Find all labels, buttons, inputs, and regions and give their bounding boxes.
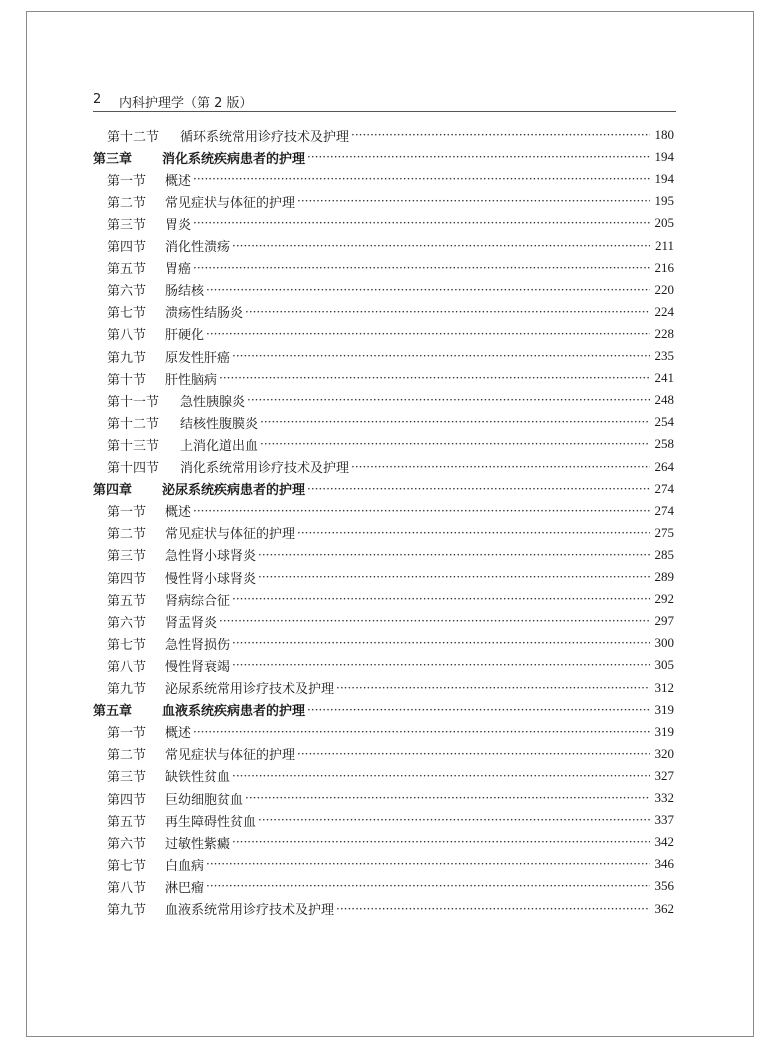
entry-title: 再生障碍性贫血 xyxy=(165,814,257,830)
entry-label: 第五节 xyxy=(107,593,147,609)
header-book-title: 内科护理学（第 2 版） xyxy=(119,96,253,111)
entry-title: 肠结核 xyxy=(165,284,205,300)
entry-page-number: 305 xyxy=(654,657,674,673)
entry-page-number: 332 xyxy=(654,790,674,805)
toc-section-entry xyxy=(107,191,674,211)
entry-label: 第七节 xyxy=(107,858,147,874)
entry-title: 结核性腹膜炎 xyxy=(180,416,259,432)
toc-section-entry xyxy=(107,125,674,145)
entry-title: 常见症状与体征的护理 xyxy=(165,527,296,543)
dot-leader xyxy=(206,283,650,297)
entry-page-number: 320 xyxy=(654,745,674,761)
entry-page-number: 274 xyxy=(654,502,674,518)
entry-title: 缺铁性贫血 xyxy=(165,770,231,786)
toc-section-entry xyxy=(107,633,674,653)
entry-title: 白血病 xyxy=(165,858,205,874)
dot-leader xyxy=(247,393,650,407)
entry-page-number: 285 xyxy=(654,546,674,562)
dot-leader xyxy=(193,172,650,186)
dot-leader xyxy=(336,681,650,695)
entry-title: 常见症状与体征的护理 xyxy=(165,195,296,211)
entry-label: 第十二节 xyxy=(107,416,160,432)
toc-section-entry xyxy=(107,434,674,454)
entry-page-number: 275 xyxy=(654,524,674,540)
toc-section-entry xyxy=(107,589,674,609)
entry-page-number: 224 xyxy=(654,303,674,319)
entry-label: 第十一节 xyxy=(107,394,160,410)
dot-leader xyxy=(307,482,650,496)
entry-label: 第六节 xyxy=(107,615,147,631)
dot-leader xyxy=(193,216,650,230)
entry-page-number: 300 xyxy=(654,635,674,651)
dot-leader xyxy=(193,504,650,518)
dot-leader xyxy=(232,636,650,650)
toc-section-entry xyxy=(107,744,674,764)
entry-page-number: 292 xyxy=(654,591,674,607)
entry-title: 急性胰腺炎 xyxy=(180,394,246,410)
toc-section-entry xyxy=(107,302,674,322)
entry-page-number: 362 xyxy=(654,900,674,916)
dot-leader xyxy=(206,879,650,893)
entry-page-number: 337 xyxy=(654,812,674,828)
dot-leader xyxy=(232,349,650,363)
entry-label: 第六节 xyxy=(107,284,147,300)
toc-section-entry xyxy=(107,324,674,344)
entry-title: 概述 xyxy=(165,505,192,521)
toc-section-entry xyxy=(107,876,674,896)
entry-page-number: 274 xyxy=(654,480,674,496)
entry-page-number: 342 xyxy=(654,834,674,850)
toc-section-entry xyxy=(107,655,674,675)
toc-section-entry xyxy=(107,766,674,786)
entry-title: 慢性肾衰竭 xyxy=(165,659,231,675)
entry-label: 第五节 xyxy=(107,262,147,278)
entry-label: 第四章 xyxy=(93,483,133,499)
entry-title: 肾病综合征 xyxy=(165,593,231,609)
entry-page-number: 216 xyxy=(654,259,674,275)
toc-section-entry xyxy=(107,788,674,808)
entry-page-number: 346 xyxy=(654,856,674,872)
entry-title: 胃癌 xyxy=(165,262,192,278)
dot-leader xyxy=(232,835,650,849)
entry-label: 第八节 xyxy=(107,659,147,675)
entry-title: 消化系统常用诊疗技术及护理 xyxy=(180,461,350,476)
toc-section-entry xyxy=(107,258,674,278)
toc-section-entry xyxy=(107,523,674,543)
dot-leader xyxy=(206,857,650,871)
entry-label: 第八节 xyxy=(107,880,147,896)
entry-title: 胃炎 xyxy=(165,217,192,233)
dot-leader xyxy=(193,725,650,739)
dot-leader xyxy=(232,239,650,253)
entry-title: 原发性肝癌 xyxy=(165,350,231,366)
entry-label: 第三节 xyxy=(107,770,147,786)
dot-leader xyxy=(245,305,650,319)
entry-page-number: 319 xyxy=(654,723,674,739)
dot-leader xyxy=(219,614,650,628)
entry-label: 第七节 xyxy=(107,306,147,322)
entry-label: 第八节 xyxy=(107,328,147,344)
entry-page-number: 248 xyxy=(654,392,674,408)
toc-section-entry xyxy=(107,832,674,852)
entry-title: 概述 xyxy=(165,173,192,189)
toc-section-entry xyxy=(107,390,674,410)
entry-label: 第十三节 xyxy=(107,438,160,454)
entry-label: 第九节 xyxy=(107,350,147,366)
toc-section-entry xyxy=(107,368,674,388)
toc-section-entry xyxy=(107,280,674,300)
entry-page-number: 297 xyxy=(654,613,674,629)
entry-label: 第七节 xyxy=(107,637,147,653)
entry-title: 消化性溃疡 xyxy=(165,240,231,255)
toc-chapter-entry xyxy=(93,147,674,167)
entry-page-number: 194 xyxy=(654,171,674,187)
entry-title: 肝硬化 xyxy=(165,328,205,344)
entry-title: 消化系统疾病患者的护理 xyxy=(162,151,306,167)
toc-section-entry xyxy=(107,722,674,742)
entry-title: 循环系统常用诊疗技术及护理 xyxy=(180,129,350,145)
entry-page-number: 289 xyxy=(654,569,674,584)
entry-label: 第一节 xyxy=(107,505,147,521)
dot-leader xyxy=(297,526,650,540)
dot-leader xyxy=(232,658,650,672)
toc-section-entry xyxy=(107,611,674,631)
entry-page-number: 327 xyxy=(654,767,674,783)
entry-title: 肾盂肾炎 xyxy=(165,615,218,631)
dot-leader xyxy=(260,415,650,429)
entry-title: 血液系统常用诊疗技术及护理 xyxy=(165,903,335,918)
dot-leader xyxy=(297,747,650,761)
entry-page-number: 195 xyxy=(654,193,674,209)
dot-leader xyxy=(245,791,650,805)
toc-section-entry xyxy=(107,412,674,432)
entry-title: 概述 xyxy=(165,726,192,742)
dot-leader xyxy=(351,128,650,142)
entry-title: 泌尿系统疾病患者的护理 xyxy=(162,483,306,499)
toc-section-entry xyxy=(107,169,674,189)
entry-page-number: 258 xyxy=(654,436,674,452)
entry-label: 第三节 xyxy=(107,549,147,565)
toc-chapter-entry xyxy=(93,700,674,720)
dot-leader xyxy=(336,902,650,916)
entry-label: 第九节 xyxy=(107,903,147,918)
entry-page-number: 264 xyxy=(654,458,674,474)
header-page-number: 2 xyxy=(93,92,102,107)
entry-page-number: 205 xyxy=(654,215,674,231)
toc-section-entry xyxy=(107,899,674,919)
running-header xyxy=(93,91,676,112)
entry-label: 第十四节 xyxy=(107,461,160,476)
entry-page-number: 254 xyxy=(654,414,674,430)
toc-chapter-entry xyxy=(93,479,674,499)
entry-label: 第一节 xyxy=(107,726,147,742)
entry-title: 血液系统疾病患者的护理 xyxy=(162,704,306,720)
entry-title: 泌尿系统常用诊疗技术及护理 xyxy=(165,682,335,697)
entry-label: 第四节 xyxy=(107,571,147,587)
toc-section-entry xyxy=(107,501,674,521)
dot-leader xyxy=(351,460,650,474)
entry-label: 第十节 xyxy=(107,372,147,388)
entry-page-number: 228 xyxy=(654,325,674,341)
entry-label: 第二节 xyxy=(107,195,147,211)
entry-label: 第二节 xyxy=(107,527,147,543)
dot-leader xyxy=(258,548,650,562)
entry-title: 上消化道出血 xyxy=(180,438,259,454)
dot-leader xyxy=(258,570,650,584)
entry-label: 第三章 xyxy=(93,151,133,167)
entry-page-number: 312 xyxy=(654,679,674,695)
entry-label: 第四节 xyxy=(107,792,147,808)
toc-section-entry xyxy=(107,457,674,477)
entry-title: 慢性肾小球肾炎 xyxy=(165,571,257,587)
entry-label: 第四节 xyxy=(107,240,147,255)
toc-section-entry xyxy=(107,567,674,587)
dot-leader xyxy=(232,592,650,606)
entry-title: 肝性脑病 xyxy=(165,372,218,388)
entry-title: 过敏性紫癜 xyxy=(165,836,231,852)
toc-section-entry xyxy=(107,213,674,233)
dot-leader xyxy=(258,813,650,827)
entry-label: 第一节 xyxy=(107,173,147,189)
entry-title: 急性肾损伤 xyxy=(165,637,231,653)
entry-title: 淋巴瘤 xyxy=(165,880,205,896)
toc-section-entry xyxy=(107,854,674,874)
entry-page-number: 241 xyxy=(654,370,674,386)
toc-section-entry xyxy=(107,810,674,830)
entry-page-number: 211 xyxy=(654,237,674,253)
dot-leader xyxy=(206,327,650,341)
entry-label: 第三节 xyxy=(107,217,147,233)
entry-title: 溃疡性结肠炎 xyxy=(165,306,244,322)
dot-leader xyxy=(219,371,650,385)
entry-title: 常见症状与体征的护理 xyxy=(165,748,296,764)
dot-leader xyxy=(297,194,650,208)
entry-label: 第十二节 xyxy=(107,129,160,145)
dot-leader xyxy=(193,261,650,275)
dot-leader xyxy=(260,437,650,451)
dot-leader xyxy=(307,703,650,717)
entry-title: 急性肾小球肾炎 xyxy=(165,549,257,565)
dot-leader xyxy=(307,150,650,164)
entry-page-number: 319 xyxy=(654,701,674,717)
entry-page-number: 235 xyxy=(654,348,674,363)
entry-page-number: 194 xyxy=(654,149,674,165)
toc-section-entry xyxy=(107,545,674,565)
entry-page-number: 180 xyxy=(654,127,674,142)
toc-section-entry xyxy=(107,236,674,256)
entry-label: 第五节 xyxy=(107,814,147,830)
entry-page-number: 356 xyxy=(654,878,674,894)
dot-leader xyxy=(232,769,650,783)
toc-section-entry xyxy=(107,678,674,698)
entry-label: 第九节 xyxy=(107,682,147,697)
toc-section-entry xyxy=(107,346,674,366)
entry-page-number: 220 xyxy=(654,281,674,297)
entry-label: 第二节 xyxy=(107,748,147,764)
entry-label: 第五章 xyxy=(93,704,133,720)
entry-title: 巨幼细胞贫血 xyxy=(165,792,244,808)
entry-label: 第六节 xyxy=(107,836,147,852)
